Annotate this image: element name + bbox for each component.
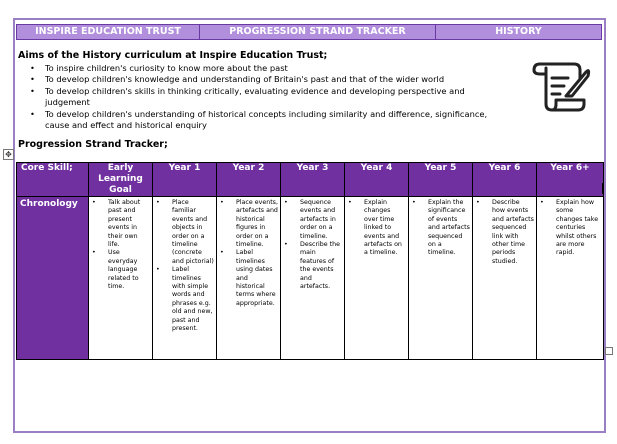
table-cell[interactable] xyxy=(473,197,537,360)
table-cell[interactable] xyxy=(345,197,409,360)
cell-bullet: • Label timelines with simple words and phrases e.g. old and new, past and present. xyxy=(156,266,214,333)
table-resize-handle[interactable] xyxy=(605,347,613,355)
col-header-year6plus: Year 6+ xyxy=(537,163,604,197)
table-row xyxy=(17,197,604,360)
skill-cell-chronology: Chronology xyxy=(17,197,89,360)
cell-bullet: • Describe the main features of the events and artefacts. xyxy=(284,241,342,291)
table-cell[interactable] xyxy=(281,197,345,360)
table-cell[interactable] xyxy=(153,197,217,360)
col-header-year5: Year 5 xyxy=(409,163,473,197)
cell-bullet: • Describe how events and artefacts sequenced link with other time periods studied. xyxy=(476,199,534,266)
aims-title: Aims of the History curriculum at Inspire Education Trust; xyxy=(18,50,328,61)
aim-item: • To develop children's understanding of historical concepts including similarity and difference, significance, cause and effect and historical enquiry xyxy=(30,109,500,132)
cell-bullet: • Explain the significance of events and artefacts sequenced on a timeline. xyxy=(412,199,470,258)
progression-table xyxy=(16,162,604,360)
aim-item: • To develop children's knowledge and understanding of Britain's past and that of the wider world xyxy=(30,74,500,85)
col-header-core-skill: Core Skill; xyxy=(17,163,89,197)
cell-bullet: • Explain how some changes take centuries whilst others are more rapid. xyxy=(540,199,601,258)
table-cell[interactable] xyxy=(537,197,604,360)
cell-bullet: • Place events, artefacts and historical figures in order on a timeline. xyxy=(220,199,278,249)
cell-bullet: • Use everyday language related to time. xyxy=(92,249,150,291)
cell-bullet: • Place familiar events and objects in order on a timeline (concrete and pictorial) xyxy=(156,199,214,266)
col-header-year1: Year 1 xyxy=(153,163,217,197)
cell-bullet: • Label timelines using dates and historical terms where appropriate. xyxy=(220,249,278,308)
table-header-row xyxy=(17,163,604,197)
aims-list xyxy=(30,63,500,131)
col-header-year2: Year 2 xyxy=(217,163,281,197)
col-header-year3: Year 3 xyxy=(281,163,345,197)
table-cell[interactable] xyxy=(409,197,473,360)
strand-title: Progression Strand Tracker; xyxy=(18,139,168,150)
table-cell[interactable] xyxy=(217,197,281,360)
aim-item: • To inspire children's curiosity to know more about the past xyxy=(30,63,500,74)
header-bar xyxy=(16,24,602,40)
table-move-handle-icon[interactable]: ✥ xyxy=(3,149,14,160)
header-subject: HISTORY xyxy=(495,26,542,37)
header-tracker: PROGRESSION STRAND TRACKER xyxy=(200,25,436,39)
header-trust: INSPIRE EDUCATION TRUST xyxy=(17,25,200,39)
table-cell[interactable] xyxy=(89,197,153,360)
cell-bullet: • Explain changes over time linked to events and artefacts on a timeline. xyxy=(348,199,406,258)
col-header-elg: Early Learning Goal xyxy=(89,163,153,197)
col-header-year4: Year 4 xyxy=(345,163,409,197)
col-header-year6: Year 6 xyxy=(473,163,537,197)
cell-bullet: • Sequence events and artefacts in order on a timeline. xyxy=(284,199,342,241)
scroll-quill-icon xyxy=(530,58,592,114)
cell-bullet: • Talk about past and present events in their own life. xyxy=(92,199,150,249)
aim-item: • To develop children's skills in thinking critically, evaluating evidence and developing perspective and judgement xyxy=(30,86,500,109)
text-cursor xyxy=(602,183,603,194)
